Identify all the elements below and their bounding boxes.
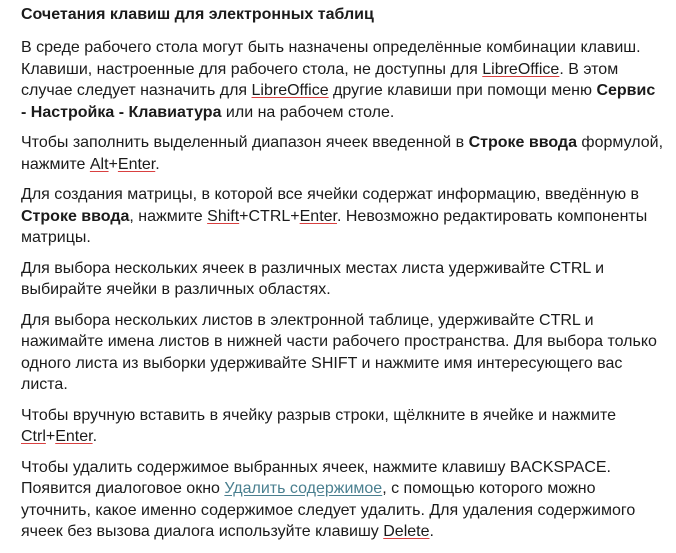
key-ctrl: Ctrl	[21, 428, 46, 445]
paragraph-select-cells: Для выбора нескольких ячеек в различных местах листа удерживайте CTRL и выбирайте ячейки в различных областях.	[21, 259, 605, 298]
text: +	[45, 428, 56, 445]
text: другие клавиши при помощи меню	[328, 82, 597, 99]
spellcheck-word: LibreOffice	[482, 60, 560, 78]
text: +CTRL+	[239, 207, 300, 225]
paragraph-desktop-shortcuts	[21, 37, 664, 123]
input-line-term: Строке ввода	[21, 207, 130, 225]
text: .	[429, 523, 434, 540]
key-enter: Enter	[299, 207, 337, 225]
text: .	[92, 428, 98, 445]
key-alt: Alt	[89, 155, 109, 173]
key-shift: Shift	[207, 207, 240, 225]
text: формулой, нажмите	[21, 134, 664, 173]
text: , с помощью которого можно уточнить, какое именно содержимое следует удалить. Для удаления содержимого ячеек без вызова диалога используйте клавишу	[21, 480, 636, 540]
text: В среде рабочего стола могут быть назначены определённые комбинации клавиш. Клавиши, настроенные для рабочего стола, не доступны для	[21, 39, 641, 78]
text: Для создания матрицы, в которой все ячейки содержат информацию, введённую в	[21, 186, 640, 203]
input-line-term: Строке ввода	[468, 134, 577, 151]
paragraph-line-break	[21, 405, 664, 448]
paragraph-delete-contents	[21, 457, 664, 543]
text: Чтобы удалить содержимое выбранных ячеек, нажмите клавишу BACKSPACE. Появится диалоговое окно	[21, 458, 611, 497]
text: +	[108, 155, 118, 173]
text: .	[155, 155, 160, 173]
text: . В этом случае следует назначить для	[21, 60, 619, 99]
key-enter: Enter	[117, 155, 156, 173]
paragraph-fill-range	[21, 132, 664, 175]
text: или на рабочем столе.	[221, 103, 395, 121]
text: Чтобы заполнить выделенный диапазон ячеек введенной в	[21, 134, 469, 151]
menu-path: Сервис - Настройка - Клавиатура	[21, 82, 656, 121]
text: . Невозможно редактировать компоненты матрицы.	[21, 207, 648, 246]
spellcheck-word: LibreOffice	[251, 82, 329, 99]
text: Чтобы вручную вставить в ячейку разрыв строки, щёлкните в ячейке и нажмите	[21, 406, 616, 424]
key-delete: Delete	[383, 523, 430, 540]
page-title: Сочетания клавиш для электронных таблиц	[21, 6, 374, 23]
text: , нажмите	[129, 207, 208, 225]
delete-contents-link[interactable]: Удалить содержимое	[224, 480, 383, 497]
paragraph-select-sheets: Для выбора нескольких листов в электронной таблице, удерживайте CTRL и нажимайте имена листов в нижней части рабочего пространства. Для выбора только одного листа из выборки удерживайте SHIFT и нажмите имя интересующего вас листа.	[21, 311, 657, 393]
paragraph-create-matrix	[21, 184, 664, 249]
key-enter: Enter	[55, 428, 93, 445]
